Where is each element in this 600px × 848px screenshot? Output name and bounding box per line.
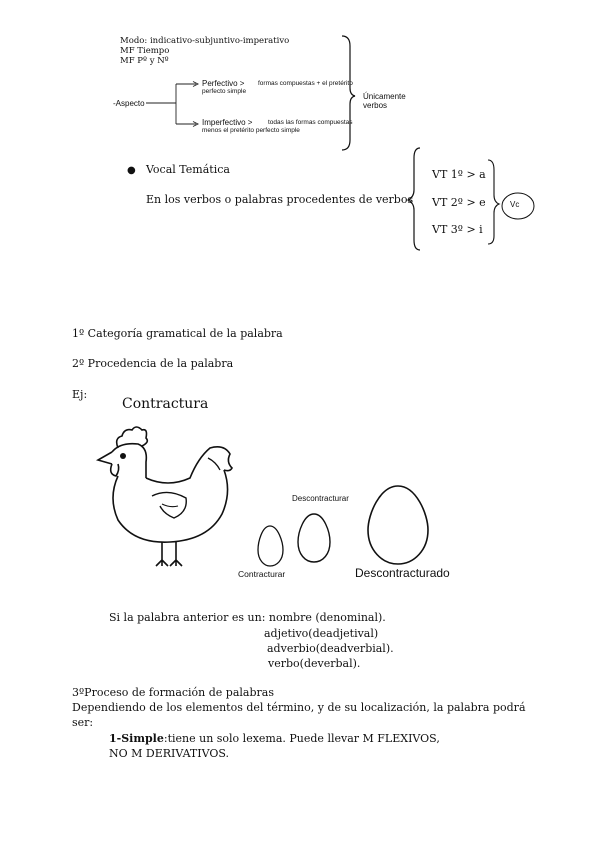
denominal-intro: Si la palabra anterior es un: nombre (denominal). bbox=[109, 611, 386, 624]
side-note-2: verbos bbox=[363, 101, 388, 110]
process-desc-2: ser: bbox=[72, 716, 94, 729]
vt-right-brace bbox=[488, 160, 499, 244]
imperfective-desc-2: menos el pretérito perfecto simple bbox=[202, 127, 300, 134]
side-note-1: Únicamente bbox=[363, 92, 406, 101]
egg-small bbox=[258, 526, 283, 566]
label-descontracturar: Descontracturar bbox=[292, 494, 349, 503]
hen-illustration bbox=[90, 418, 240, 568]
hen-eye bbox=[120, 453, 126, 459]
perfective-desc-2: perfecto simple bbox=[202, 88, 247, 95]
illustration-title: Contractura bbox=[122, 396, 209, 412]
mood-line: Modo: indicativo-subjuntivo-imperativo bbox=[120, 36, 290, 46]
step-1: 1º Categoría gramatical de la palabra bbox=[72, 327, 283, 340]
egg-medium bbox=[298, 514, 330, 562]
perfective-title: Perfectivo > bbox=[202, 79, 245, 88]
denominal-verb: verbo(deverbal). bbox=[268, 657, 361, 670]
simple-definition bbox=[109, 732, 440, 745]
vc-label: Vc bbox=[510, 200, 520, 209]
vt-item-2: VT 2º > e bbox=[432, 196, 486, 209]
imperfective-desc-1: todas las formas compuestas bbox=[268, 119, 353, 126]
vt-item-1: VT 1º > a bbox=[432, 168, 486, 181]
denominal-adv: adverbio(deadverbial). bbox=[267, 642, 394, 655]
imperfective-title: Imperfectivo > bbox=[202, 118, 253, 127]
denominal-adj: adjetivo(deadjetival) bbox=[264, 627, 379, 640]
hen-wing bbox=[152, 492, 186, 518]
example-label: Ej: bbox=[72, 388, 88, 401]
vt-item-3: VT 3º > i bbox=[432, 223, 483, 236]
right-brace bbox=[342, 36, 355, 150]
hen-wattle bbox=[111, 464, 119, 476]
simple-definition-2: NO M DERIVATIVOS. bbox=[109, 747, 230, 760]
vocal-title: Vocal Temática bbox=[146, 163, 230, 176]
simple-def-text: :tiene un solo lexema. Puede llevar M FLEXIVOS, bbox=[163, 732, 440, 745]
egg-large bbox=[368, 486, 428, 564]
perfective-desc-1: formas compuestas + el pretérito bbox=[258, 80, 353, 87]
vocal-description: En los verbos o palabras procedentes de verbos bbox=[146, 193, 414, 206]
eggs-illustration bbox=[250, 480, 450, 572]
aspect-label: -Aspecto bbox=[113, 99, 145, 108]
label-contracturar: Contracturar bbox=[238, 569, 286, 579]
person-number-line: MF Pº y Nº bbox=[120, 56, 169, 66]
hen-beak bbox=[98, 452, 112, 464]
tense-line: MF Tiempo bbox=[120, 46, 170, 56]
simple-term: 1-Simple bbox=[109, 732, 164, 745]
process-heading: 3ºProceso de formación de palabras bbox=[72, 686, 274, 699]
step-2: 2º Procedencia de la palabra bbox=[72, 357, 234, 370]
hen-tail bbox=[146, 447, 232, 483]
label-descontracturado: Descontracturado bbox=[355, 566, 450, 580]
bullet-dot: ● bbox=[127, 165, 136, 176]
hen-leg-left bbox=[156, 542, 168, 566]
process-desc-1: Dependiendo de los elementos del término, y de su localización, la palabra podrá bbox=[72, 701, 526, 714]
hen-leg-right bbox=[170, 542, 182, 566]
